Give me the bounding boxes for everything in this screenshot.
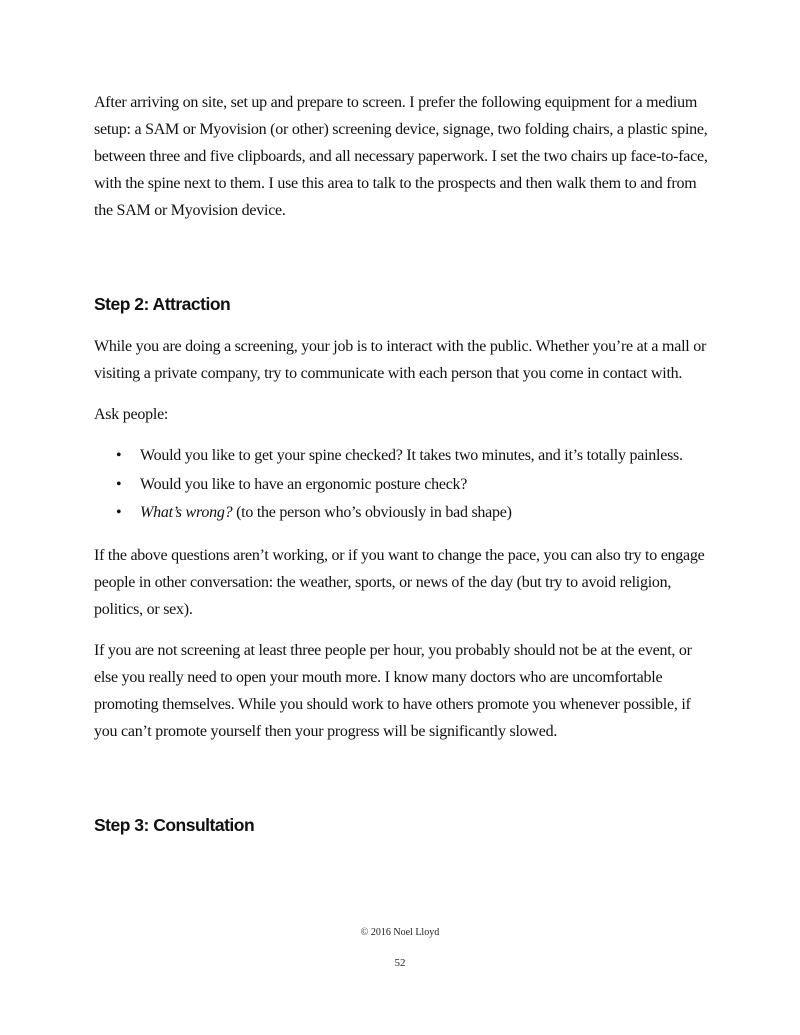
list-item xyxy=(94,499,714,528)
list-item-text: Would you like to get your spine checked? It takes two minutes, and it’s totally painless. xyxy=(140,447,683,464)
ask-people-label: Ask people: xyxy=(94,406,169,423)
step-2-heading: Step 2: Attraction xyxy=(94,294,231,314)
copyright-notice: © 2016 Noel Lloyd xyxy=(360,927,440,938)
list-item-text: (to the person who’s obviously in bad shape) xyxy=(232,504,512,521)
setup-paragraph: After arriving on site, set up and prepare to screen. I prefer the following equipment for a medium setup: a SAM or Myovision (or other) screening device, signage, two folding chairs, a plastic spine, between three and five clipboards, and all necessary paperwork. I set the two chairs up face-to-face, with the spine next to them. I use this area to talk to the prospects and then walk them to and from the SAM or Myovision device. xyxy=(94,94,708,219)
bullet-icon: • xyxy=(116,504,122,521)
list-item-text: Would you like to have an ergonomic posture check? xyxy=(140,475,468,493)
attraction-paragraph: While you are doing a screening, your job is to interact with the public. Whether you’re at a mall or visiting a private company, try to communicate with each person that you come in contact with. xyxy=(94,338,707,382)
step-3-heading: Step 3: Consultation xyxy=(94,814,255,835)
list-item xyxy=(94,442,714,471)
page-body xyxy=(94,89,714,854)
question-list xyxy=(94,442,714,528)
list-item xyxy=(94,471,714,500)
bullet-icon: • xyxy=(116,475,122,493)
bullet-icon: • xyxy=(116,447,122,464)
screening-rate-paragraph: If you are not screening at least three people per hour, you probably should not be at the event, or else you really need to open your mouth more. I know many doctors who are uncomfortable promoting themselves. While you should work to have others promote you whenever possible, if you can’t promote yourself then your progress will be significantly slowed. xyxy=(94,641,692,740)
page-number: 52 xyxy=(394,957,406,969)
conversation-paragraph: If the above questions aren’t working, or if you want to change the pace, you can also try to engage people in other conversation: the weather, sports, or news of the day (but try to avoid religion, politics, or sex). xyxy=(94,546,705,618)
list-item-italic-text: What’s wrong? xyxy=(140,504,233,521)
